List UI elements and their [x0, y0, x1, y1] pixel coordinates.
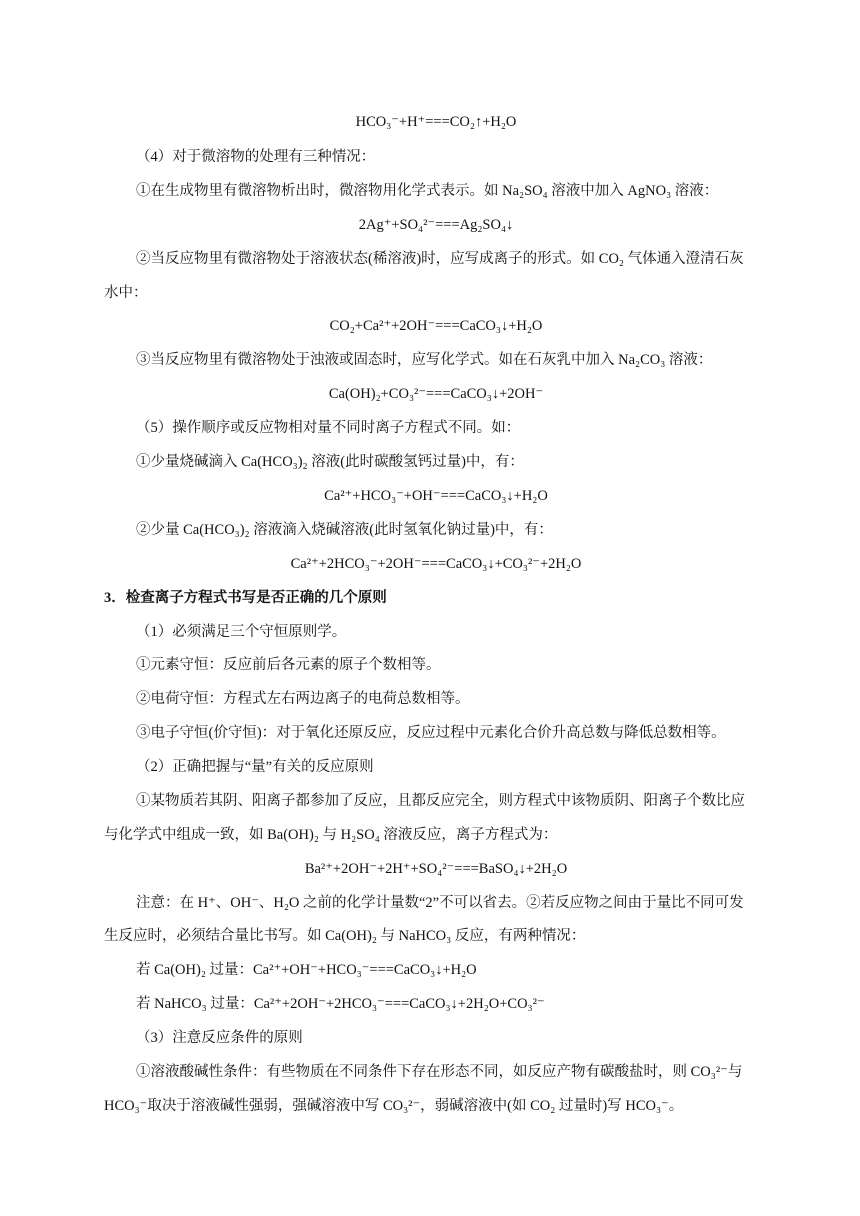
subheading: （5）操作顺序或反应物相对量不同时离子方程式不同。如： — [136, 420, 521, 436]
subheading: （1）必须满足三个守恒原则学。 — [136, 624, 347, 640]
paragraph-line: 水中： — [104, 285, 148, 301]
paragraph-line: ①溶液酸碱性条件：有些物质在不同条件下存在形态不同，如反应产物有碳酸盐时，则 CO₃²⁻与 — [136, 1064, 743, 1080]
paragraph-line: HCO₃⁻取决于溶液碱性强弱，强碱溶液中写 CO₃²⁻，弱碱溶液中(如 CO₂ 过量时)写 HCO₃⁻。 — [104, 1098, 684, 1114]
paragraph-line: ①在生成物里有微溶物析出时，微溶物用化学式表示。如 Na₂SO₄ 溶液中加入 AgNO₃ 溶液： — [136, 183, 719, 199]
equation-line: Ca²⁺+2HCO₃⁻+2OH⁻===CaCO₃↓+CO₃²⁻+2H₂O — [290, 556, 582, 572]
equation-line: Ba²⁺+2OH⁻+2H⁺+SO₄²⁻===BaSO₄↓+2H₂O — [304, 861, 568, 877]
equation-line: HCO₃⁻+H⁺===CO₂↑+H₂O — [355, 114, 517, 130]
paragraph-line: 若 NaHCO₃ 过量：Ca²⁺+2OH⁻+2HCO₃⁻===CaCO₃↓+2H₂O+CO₃²⁻ — [136, 996, 545, 1012]
equation-line: CO₂+Ca²⁺+2OH⁻===CaCO₃↓+H₂O — [329, 318, 543, 334]
paragraph-line: 生反应时，必须结合量比书写。如 Ca(OH)₂ 与 NaHCO₃ 反应，有两种情况： — [104, 928, 586, 944]
paragraph-line: ②少量 Ca(HCO₃)₂ 溶液滴入烧碱溶液(此时氢氧化钠过量)中，有： — [136, 522, 553, 538]
paragraph-line: 注意：在 H⁺、OH⁻、H₂O 之前的化学计量数“2”不可以省去。②若反应物之间由于量比不同可发 — [136, 895, 744, 911]
paragraph-line: ①元素守恒：反应前后各元素的原子个数相等。 — [136, 657, 441, 673]
paragraph-line: 与化学式中组成一致，如 Ba(OH)₂ 与 H₂SO₄ 溶液反应，离子方程式为： — [104, 827, 558, 843]
paragraph-line: ②当反应物里有微溶物处于溶液状态(稀溶液)时，应写成离子的形式。如 CO₂ 气体通入澄清石灰 — [136, 251, 744, 267]
equation-line: Ca²⁺+HCO₃⁻+OH⁻===CaCO₃↓+H₂O — [324, 488, 548, 504]
paragraph-line: ②电荷守恒：方程式左右两边离子的电荷总数相等。 — [136, 691, 470, 707]
paragraph-line: ①少量烧碱滴入 Ca(HCO₃)₂ 溶液(此时碳酸氢钙过量)中，有： — [136, 454, 524, 470]
paragraph-line: ③电子守恒(价守恒)：对于氧化还原反应，反应过程中元素化合价升高总数与降低总数相等。 — [136, 725, 726, 741]
section-heading: 3．检查离子方程式书写是否正确的几个原则 — [104, 590, 387, 606]
subheading: （3）注意反应条件的原则 — [136, 1030, 303, 1046]
equation-line: 2Ag⁺+SO₄²⁻===Ag₂SO₄↓ — [358, 217, 514, 233]
paragraph-line: ③当反应物里有微溶物处于浊液或固态时，应写化学式。如在石灰乳中加入 Na₂CO₃ 溶液： — [136, 352, 713, 368]
subheading: （4）对于微溶物的处理有三种情况： — [136, 149, 376, 165]
subheading: （2）正确把握与“量”有关的反应原则 — [136, 759, 374, 775]
paragraph-line: ①某物质若其阴、阳离子都参加了反应，且都反应完全，则方程式中该物质阴、阳离子个数比应 — [136, 793, 745, 809]
paragraph-line: 若 Ca(OH)₂ 过量：Ca²⁺+OH⁻+HCO₃⁻===CaCO₃↓+H₂O — [136, 962, 477, 978]
equation-line: Ca(OH)₂+CO₃²⁻===CaCO₃↓+2OH⁻ — [328, 386, 544, 402]
